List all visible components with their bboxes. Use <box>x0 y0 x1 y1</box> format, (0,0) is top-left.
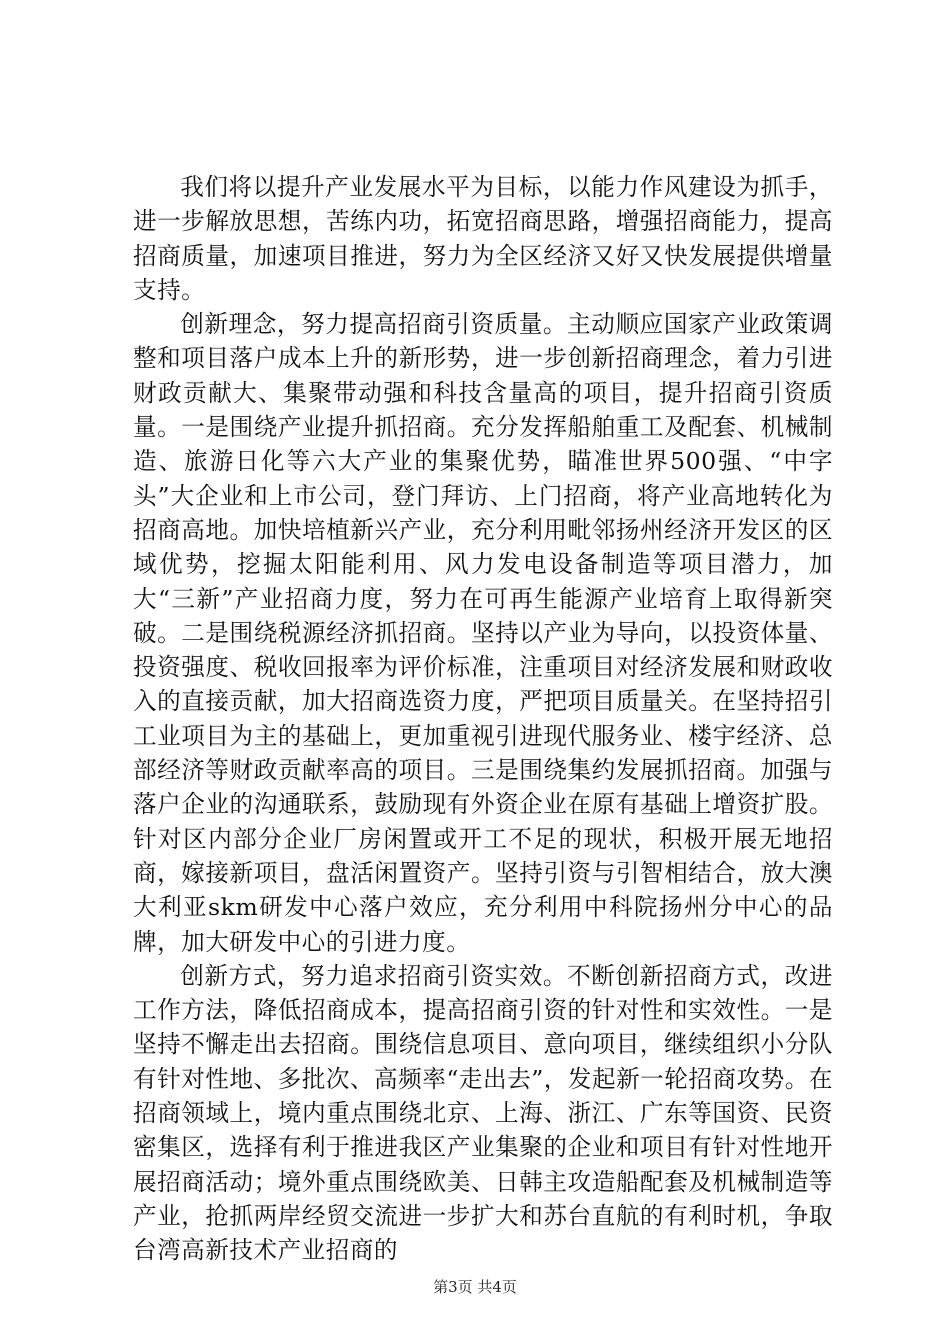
paragraph-3: 创新方式，努力追求招商引资实效。不断创新招商方式，改进工作方法，降低招商成本，提高招商引资的针对性和实效性。一是坚持不懈走出去招商。围绕信息项目、意向项目，继续组织小分队有针对性地、多批次、高频率“走出去”，发起新一轮招商攻势。在招商领域上，境内重点围绕北京、上海、浙江、广东等国资、民资密集区，选择有利于推进我区产业集聚的企业和项目有针对性地开展招商活动；境外重点围绕欧美、日韩主攻造船配套及机械制造等产业，抢抓两岸经贸交流进一步扩大和苏台直航的有利时机，争取台湾高新技术产业招商的 <box>133 961 833 1265</box>
document-body <box>133 170 833 1268</box>
paragraph-2: 创新理念，努力提高招商引资质量。主动顺应国家产业政策调整和项目落户成本上升的新形势，进一步创新招商理念，着力引进财政贡献大、集聚带动强和科技含量高的项目，提升招商引资质量。一是围绕产业提升抓招商。充分发挥船舶重工及配套、机械制造、旅游日化等六大产业的集聚优势，瞄准世界500强、“中字头”大企业和上市公司，登门拜访、上门招商，将产业高地转化为招商高地。加快培植新兴产业，充分利用毗邻扬州经济开发区的区域优势，挖掘太阳能利用、风力发电设备制造等项目潜力，加大“三新”产业招商力度，努力在可再生能源产业培育上取得新突破。二是围绕税源经济抓招商。坚持以产业为导向，以投资体量、投资强度、税收回报率为评价标准，注重项目对经济发展和财政收入的直接贡献，加大招商选资力度，严把项目质量关。在坚持招引工业项目为主的基础上，更加重视引进现代服务业、楼宇经济、总部经济等财政贡献率高的项目。三是围绕集约发展抓招商。加强与落户企业的沟通联系，鼓励现有外资企业在原有基础上增资扩股。针对区内部分企业厂房闲置或开工不足的现状，积极开展无地招商，嫁接新项目，盘活闲置资产。坚持引资与引智相结合，放大澳大利亚skm研发中心落户效应，充分利用中科院扬州分中心的品牌，加大研发中心的引进力度。 <box>133 310 833 956</box>
page-footer: 第3页 共4页 <box>433 1278 517 1296</box>
paragraph-1: 我们将以提升产业发展水平为目标，以能力作风建设为抓手，进一步解放思想，苦练内功，拓宽招商思路，增强招商能力，提高招商质量，加速项目推进，努力为全区经济又好又快发展提供增量支持。 <box>133 173 833 304</box>
